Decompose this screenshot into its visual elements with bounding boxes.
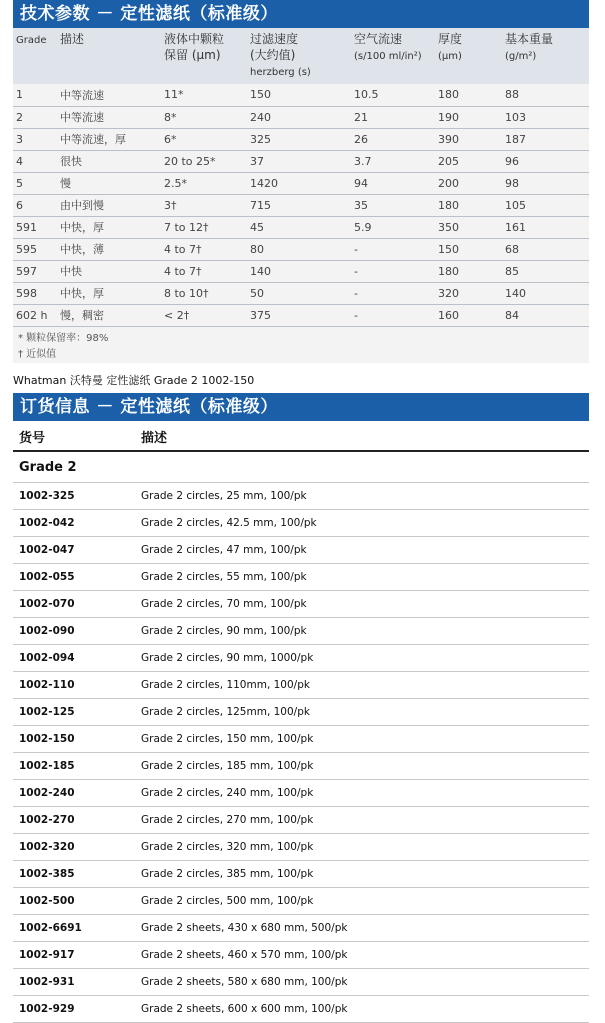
- spec-cell-grade: 4: [13, 150, 57, 172]
- spec-cell-retention: < 2†: [161, 304, 247, 326]
- order-row: [13, 969, 589, 996]
- catalog-number: 1002-110: [13, 672, 135, 699]
- spec-cell-thickness: 320: [435, 282, 502, 304]
- spec-cell-flow-rate: 325: [247, 128, 351, 150]
- spec-cell-basis-weight: 187: [502, 128, 589, 150]
- product-description: Grade 2 circles, 90 mm, 1000/pk: [135, 645, 589, 672]
- spec-cell-basis-weight: 85: [502, 260, 589, 282]
- spec-cell-description: 中快，厚: [57, 216, 161, 238]
- header-flow: 过滤速度 (大约值) herzberg (s): [250, 32, 311, 78]
- spec-cell-retention: 11*: [161, 84, 247, 106]
- spec-body: [13, 84, 589, 326]
- product-description: Grade 2 sheets, 460 x 570 mm, 100/pk: [135, 942, 589, 969]
- catalog-number: 1002-270: [13, 807, 135, 834]
- spec-cell-air-flow: -: [351, 260, 435, 282]
- spec-row: [13, 150, 589, 172]
- order-header-row: [13, 421, 589, 451]
- order-row: [13, 807, 589, 834]
- catalog-number: 1002-6691: [13, 915, 135, 942]
- spec-cell-description: 中等流速，厚: [57, 128, 161, 150]
- order-row: [13, 780, 589, 807]
- spec-cell-thickness: 180: [435, 194, 502, 216]
- product-description: Grade 2 circles, 185 mm, 100/pk: [135, 753, 589, 780]
- spec-cell-flow-rate: 375: [247, 304, 351, 326]
- product-description: Grade 2 circles, 270 mm, 100/pk: [135, 807, 589, 834]
- spec-title: 技术参数 － 定性滤纸（标准级）: [13, 0, 589, 28]
- product-description: Grade 2 circles, 55 mm, 100/pk: [135, 564, 589, 591]
- spec-cell-grade: 3: [13, 128, 57, 150]
- order-panel: [13, 393, 589, 1015]
- order-row: [13, 996, 589, 1023]
- spec-cell-flow-rate: 50: [247, 282, 351, 304]
- catalog-number: 1002-500: [13, 888, 135, 915]
- spec-cell-description: 很快: [57, 150, 161, 172]
- spec-cell-thickness: 200: [435, 172, 502, 194]
- spec-cell-air-flow: -: [351, 282, 435, 304]
- spec-cell-thickness: 390: [435, 128, 502, 150]
- catalog-number: 1002-070: [13, 591, 135, 618]
- spec-cell-thickness: 160: [435, 304, 502, 326]
- catalog-number: 1002-094: [13, 645, 135, 672]
- header-thickness: 厚度 (μm): [438, 32, 463, 62]
- order-row: [13, 537, 589, 564]
- spec-cell-basis-weight: 161: [502, 216, 589, 238]
- spec-cell-air-flow: -: [351, 238, 435, 260]
- product-description: Grade 2 sheets, 580 x 680 mm, 100/pk: [135, 969, 589, 996]
- spec-cell-grade: 2: [13, 106, 57, 128]
- product-description: Grade 2 circles, 47 mm, 100/pk: [135, 537, 589, 564]
- spec-cell-air-flow: 26: [351, 128, 435, 150]
- product-description: Grade 2 circles, 25 mm, 100/pk: [135, 483, 589, 510]
- spec-cell-description: 中快: [57, 260, 161, 282]
- spec-cell-flow-rate: 45: [247, 216, 351, 238]
- spec-row: [13, 84, 589, 106]
- spec-cell-thickness: 190: [435, 106, 502, 128]
- catalog-number: 1002-240: [13, 780, 135, 807]
- spec-cell-retention: 2.5*: [161, 172, 247, 194]
- spec-cell-retention: 3†: [161, 194, 247, 216]
- catalog-number: 1002-325: [13, 483, 135, 510]
- spec-cell-flow-rate: 37: [247, 150, 351, 172]
- spec-cell-thickness: 180: [435, 84, 502, 106]
- spec-cell-description: 中快，薄: [57, 238, 161, 260]
- spec-cell-description: 慢: [57, 172, 161, 194]
- catalog-number: 1002-929: [13, 996, 135, 1023]
- spec-panel: [13, 0, 589, 363]
- image-caption: Whatman 沃特曼 定性滤纸 Grade 2 1002-150: [13, 374, 255, 387]
- catalog-number: 1002-917: [13, 942, 135, 969]
- product-description: Grade 2 sheets, 600 x 600 mm, 100/pk: [135, 996, 589, 1023]
- spec-row: [13, 216, 589, 238]
- product-description: Grade 2 circles, 110mm, 100/pk: [135, 672, 589, 699]
- spec-row: [13, 194, 589, 216]
- order-row: [13, 564, 589, 591]
- spec-cell-description: 慢，稠密: [57, 304, 161, 326]
- spec-cell-air-flow: -: [351, 304, 435, 326]
- spec-row: [13, 304, 589, 326]
- spec-cell-thickness: 150: [435, 238, 502, 260]
- spec-cell-basis-weight: 105: [502, 194, 589, 216]
- spec-cell-thickness: 205: [435, 150, 502, 172]
- product-description: Grade 2 sheets, 430 x 680 mm, 500/pk: [135, 915, 589, 942]
- spec-cell-air-flow: 5.9: [351, 216, 435, 238]
- group-label: Grade 2: [13, 451, 589, 483]
- spec-cell-retention: 8*: [161, 106, 247, 128]
- spec-cell-basis-weight: 96: [502, 150, 589, 172]
- catalog-number: 1002-320: [13, 834, 135, 861]
- product-description: Grade 2 circles, 90 mm, 100/pk: [135, 618, 589, 645]
- spec-cell-air-flow: 21: [351, 106, 435, 128]
- header-catalog-number: 货号: [13, 421, 135, 451]
- order-row: [13, 510, 589, 537]
- header-retention: 液体中颗粒 保留 (μm): [164, 32, 225, 62]
- order-table: [13, 421, 589, 1023]
- spec-cell-air-flow: 35: [351, 194, 435, 216]
- spec-row: [13, 238, 589, 260]
- group-row: [13, 451, 589, 483]
- spec-cell-basis-weight: 84: [502, 304, 589, 326]
- spec-cell-air-flow: 3.7: [351, 150, 435, 172]
- spec-row: [13, 260, 589, 282]
- spec-cell-grade: 597: [13, 260, 57, 282]
- product-description: Grade 2 circles, 42.5 mm, 100/pk: [135, 510, 589, 537]
- catalog-number: 1002-047: [13, 537, 135, 564]
- note-retention: * 颗粒保留率：98%: [18, 332, 109, 344]
- spec-cell-retention: 4 to 7†: [161, 260, 247, 282]
- spec-cell-grade: 6: [13, 194, 57, 216]
- spec-cell-description: 中快，厚: [57, 282, 161, 304]
- spec-row: [13, 106, 589, 128]
- header-grade: Grade: [16, 35, 47, 46]
- order-row: [13, 483, 589, 510]
- spec-row: [13, 282, 589, 304]
- header-description: 描述: [135, 421, 589, 451]
- spec-cell-grade: 1: [13, 84, 57, 106]
- spec-cell-flow-rate: 80: [247, 238, 351, 260]
- spec-row: [13, 172, 589, 194]
- spec-row: [13, 128, 589, 150]
- spec-cell-grade: 591: [13, 216, 57, 238]
- order-row: [13, 942, 589, 969]
- product-description: Grade 2 circles, 240 mm, 100/pk: [135, 780, 589, 807]
- spec-cell-retention: 6*: [161, 128, 247, 150]
- order-title: 订货信息 － 定性滤纸（标准级）: [13, 393, 589, 421]
- spec-cell-flow-rate: 240: [247, 106, 351, 128]
- spec-cell-description: 中等流速: [57, 106, 161, 128]
- spec-cell-thickness: 180: [435, 260, 502, 282]
- order-row: [13, 618, 589, 645]
- spec-cell-grade: 5: [13, 172, 57, 194]
- note-approx: † 近似值: [18, 348, 57, 360]
- order-row: [13, 645, 589, 672]
- spec-table: [13, 28, 589, 327]
- spec-cell-flow-rate: 150: [247, 84, 351, 106]
- spec-cell-description: 由中到慢: [57, 194, 161, 216]
- order-row: [13, 861, 589, 888]
- order-row: [13, 672, 589, 699]
- order-row: [13, 591, 589, 618]
- spec-cell-retention: 20 to 25*: [161, 150, 247, 172]
- product-description: Grade 2 circles, 385 mm, 100/pk: [135, 861, 589, 888]
- order-row: [13, 753, 589, 780]
- spec-cell-flow-rate: 1420: [247, 172, 351, 194]
- spec-cell-retention: 4 to 7†: [161, 238, 247, 260]
- header-weight: 基本重量 (g/m²): [505, 32, 554, 62]
- spec-cell-basis-weight: 88: [502, 84, 589, 106]
- order-row: [13, 726, 589, 753]
- spec-cell-grade: 598: [13, 282, 57, 304]
- order-body: [13, 451, 589, 1023]
- spec-cell-grade: 602 h: [13, 304, 57, 326]
- catalog-number: 1002-090: [13, 618, 135, 645]
- spec-notes: [13, 327, 589, 363]
- order-row: [13, 888, 589, 915]
- order-row: [13, 834, 589, 861]
- spec-cell-basis-weight: 103: [502, 106, 589, 128]
- product-description: Grade 2 circles, 500 mm, 100/pk: [135, 888, 589, 915]
- spec-cell-grade: 595: [13, 238, 57, 260]
- catalog-number: 1002-185: [13, 753, 135, 780]
- spec-cell-thickness: 350: [435, 216, 502, 238]
- product-description: Grade 2 circles, 320 mm, 100/pk: [135, 834, 589, 861]
- catalog-number: 1002-931: [13, 969, 135, 996]
- product-description: Grade 2 circles, 70 mm, 100/pk: [135, 591, 589, 618]
- spec-cell-basis-weight: 68: [502, 238, 589, 260]
- header-air: 空气流速 (s/100 ml/in²): [354, 32, 422, 62]
- spec-cell-air-flow: 10.5: [351, 84, 435, 106]
- product-description: Grade 2 circles, 125mm, 100/pk: [135, 699, 589, 726]
- catalog-number: 1002-125: [13, 699, 135, 726]
- header-desc: 描述: [60, 32, 85, 46]
- spec-cell-basis-weight: 98: [502, 172, 589, 194]
- spec-cell-flow-rate: 715: [247, 194, 351, 216]
- product-description: Grade 2 circles, 150 mm, 100/pk: [135, 726, 589, 753]
- spec-cell-basis-weight: 140: [502, 282, 589, 304]
- catalog-number: 1002-042: [13, 510, 135, 537]
- spec-cell-retention: 7 to 12†: [161, 216, 247, 238]
- spec-header-row: [13, 28, 589, 84]
- catalog-number: 1002-150: [13, 726, 135, 753]
- spec-cell-flow-rate: 140: [247, 260, 351, 282]
- spec-cell-retention: 8 to 10†: [161, 282, 247, 304]
- spec-cell-description: 中等流速: [57, 84, 161, 106]
- spec-cell-air-flow: 94: [351, 172, 435, 194]
- catalog-number: 1002-385: [13, 861, 135, 888]
- catalog-number: 1002-055: [13, 564, 135, 591]
- order-row: [13, 915, 589, 942]
- order-row: [13, 699, 589, 726]
